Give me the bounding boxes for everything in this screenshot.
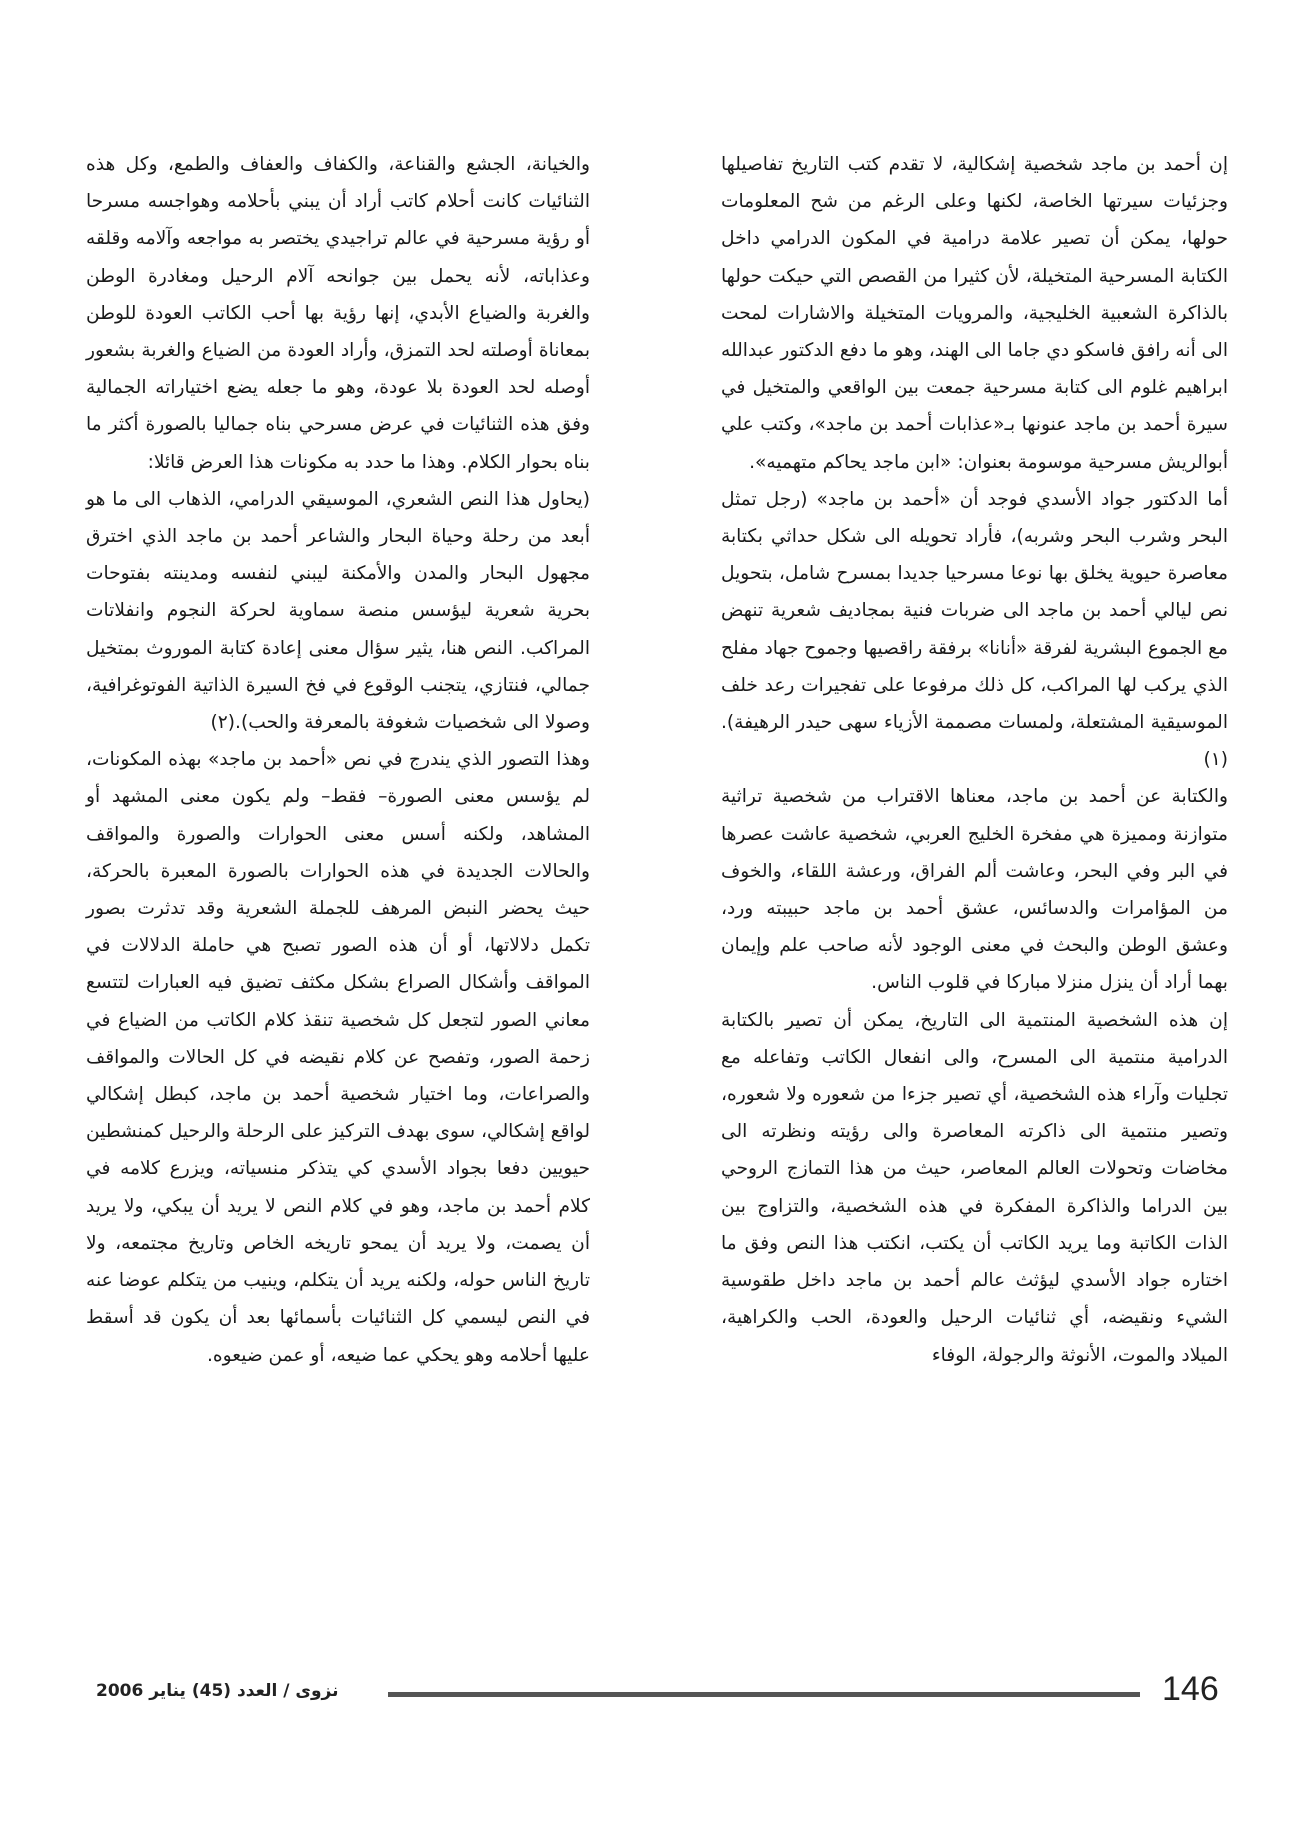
paragraph: والكتابة عن أحمد بن ماجد، معناها الاقتراب من شخصية تراثية متوازنة ومميزة هي مفخرة الخليج العربي، شخصية عاشت عصرها في البر وفي البحر، وعاشت ألم الفراق، ورعشة اللقاء، والخوف من المؤامرات والدسائس، عشق أحمد بن ماجد حبيبته ورد، وعشق الوطن والبحث في معنى الوجود لأنه صاحب علم وإيمان بهما أراد أن ينزل منزلا مباركا في قلوب الناس. <box>721 786 1228 994</box>
footer-divider <box>388 1692 1140 1697</box>
paragraph: إن أحمد بن ماجد شخصية إشكالية، لا تقدم كتب التاريخ تفاصيلها وجزئيات سيرتها الخاصة، لكنها وعلى الرغم من شح المعلومات حولها، يمكن أن تصير علامة درامية في المكون الدرامي داخل الكتابة المسرحية المتخيلة، لأن كثيرا من القصص التي حيكت حولها بالذاكرة الشعبية الخليجية، والمرويات المتخيلة والاشارات لمحت الى أنه رافق فاسكو دي جاما الى الهند، وهو ما دفع الدكتور عبدالله ابراهيم غلوم الى كتابة مسرحية جمعت بين الواقعي والمتخيل في سيرة أحمد بن ماجد عنونها بـ«عذابات أحمد بن ماجد»، وكتب علي أبوالريش مسرحية موسومة بعنوان: «ابن ماجد يحاكم متهميه». <box>721 154 1228 473</box>
article-column-left <box>86 146 590 1374</box>
page-number: 146 <box>1162 1670 1219 1708</box>
paragraph: إن هذه الشخصية المنتمية الى التاريخ، يمكن أن تصير بالكتابة الدرامية منتمية الى المسرح، والى انفعال الكاتب وتفاعله مع تجليات وآراء هذه الشخصية، أي تصير جزءا من شعوره ولا شعوره، وتصير منتمية الى ذاكرته المعاصرة والى رؤيته ونظرته الى مخاضات وتحولات العالم المعاصر، حيث من هذا التمازج الروحي بين الدراما والذاكرة المفكرة في هذه الشخصية، والتزاوج بين الذات الكاتبة وما يريد الكاتب أن يكتب، انكتب هذا النص وفق ما اختاره جواد الأسدي ليؤثث عالم أحمد بن ماجد داخل طقوسية الشيء ونقيضه، أي ثنائيات الرحيل والعودة، الحب والكراهية، الميلاد والموت، الأنوثة والرجولة، الوفاء <box>721 1009 1228 1366</box>
paragraph: (يحاول هذا النص الشعري، الموسيقي الدرامي، الذهاب الى ما هو أبعد من رحلة وحياة البحار والشاعر أحمد بن ماجد الذي اخترق مجهول البحار والمدن والأمكنة ليبني لنفسه ومدينته بفتوحات بحرية شعرية ليؤسس منصة سماوية لحركة النجوم وانفلاتات المراكب. النص هنا، يثير سؤال معنى إعادة كتابة الموروث بمتخيل جمالي، فنتازي، يتجنب الوقوع في فخ السيرة الذاتية الفوتوغرافية، وصولا الى شخصيات شغوفة بالمعرفة والحب).(٢) <box>86 488 590 734</box>
article-column-right <box>721 146 1228 1374</box>
paragraph: أما الدكتور جواد الأسدي فوجد أن «أحمد بن ماجد» (رجل تمثل البحر وشرب البحر وشربه)، فأراد تحويله الى شكل حداثي بكتابة معاصرة حيوية يخلق بها نوعا مسرحيا جديدا بمسرح شامل، بتحويل نص ليالي أحمد بن ماجد الى ضربات فنية بمجاديف شعرية تنهض مع الجموع البشرية لفرقة «أنانا» برفقة راقصيها وجموح جهاد مفلح الذي يركب لها المراكب، كل ذلك مرفوعا على تفجيرات رعد خلف الموسيقية المشتعلة، ولمسات مصممة الأزياء سهى حيدر الرهيفة).(١) <box>721 488 1228 771</box>
issue-info: نزوى / العدد (45) يناير 2006 <box>96 1681 339 1701</box>
paragraph: والخيانة، الجشع والقناعة، والكفاف والعفاف والطمع، وكل هذه الثنائيات كانت أحلام كاتب أراد أن يبني بأحلامه وهواجسه مسرحا أو رؤية مسرحية في عالم تراجيدي يختصر به مواجعه وآلامه وقلقه وعذاباته، لأنه يحمل بين جوانحه آلام الرحيل ومغادرة الوطن والغربة والضياع الأبدي، إنها رؤية بها أحب الكاتب العودة للوطن بمعاناة أوصلته لحد التمزق، وأراد العودة من الضياع والغربة بشعور أوصله لحد العودة بلا عودة، وهو ما جعله يضع اختياراته الجمالية وفق هذه الثنائيات في عرض مسرحي بناه جماليا بالصورة أكثر ما بناه بحوار الكلام. وهذا ما حدد به مكونات هذا العرض قائلا: <box>86 154 590 473</box>
paragraph: وهذا التصور الذي يندرج في نص «أحمد بن ماجد» بهذه المكونات، لم يؤسس معنى الصورة– فقط– ولم يكون معنى المشهد أو المشاهد، ولكنه أسس معنى الحوارات والصورة والمواقف والحالات الجديدة في هذه الحوارات بالصورة المعبرة بالحركة، حيث يحضر النبض المرهف للجملة الشعرية وقد تدثرت بصور تكمل دلالاتها، أو أن هذه الصور تصبح هي حاملة الدلالات في المواقف وأشكال الصراع بشكل مكثف تضيق فيه العبارات لتتسع معاني الصور لتجعل كل شخصية تنقذ كلام الكاتب من الضياع في زحمة الصور، وتفصح عن كلام نقيضه في كل الحالات والمواقف والصراعات، وما اختيار شخصية أحمد بن ماجد، كبطل إشكالي لواقع إشكالي، سوى بهدف التركيز على الرحلة والرحيل كمنشطين حيويين دفعا بجواد الأسدي كي يتذكر منسياته، ويزرع كلامه في كلام أحمد بن ماجد، وهو في كلام النص لا يريد أن يبكي، ولا يريد أن يصمت، ولا يريد أن يمحو تاريخه الخاص وتاريخ مجتمعه، ولا تاريخ الناس حوله، ولكنه يريد أن يتكلم، وينيب من يتكلم عوضا عنه في النص ليسمي كل الثنائيات بأسمائها بعد أن يكون قد أسقط عليها أحلامه وهو يحكي عما ضيعه، أو عمن ضيعوه. <box>86 749 590 1366</box>
